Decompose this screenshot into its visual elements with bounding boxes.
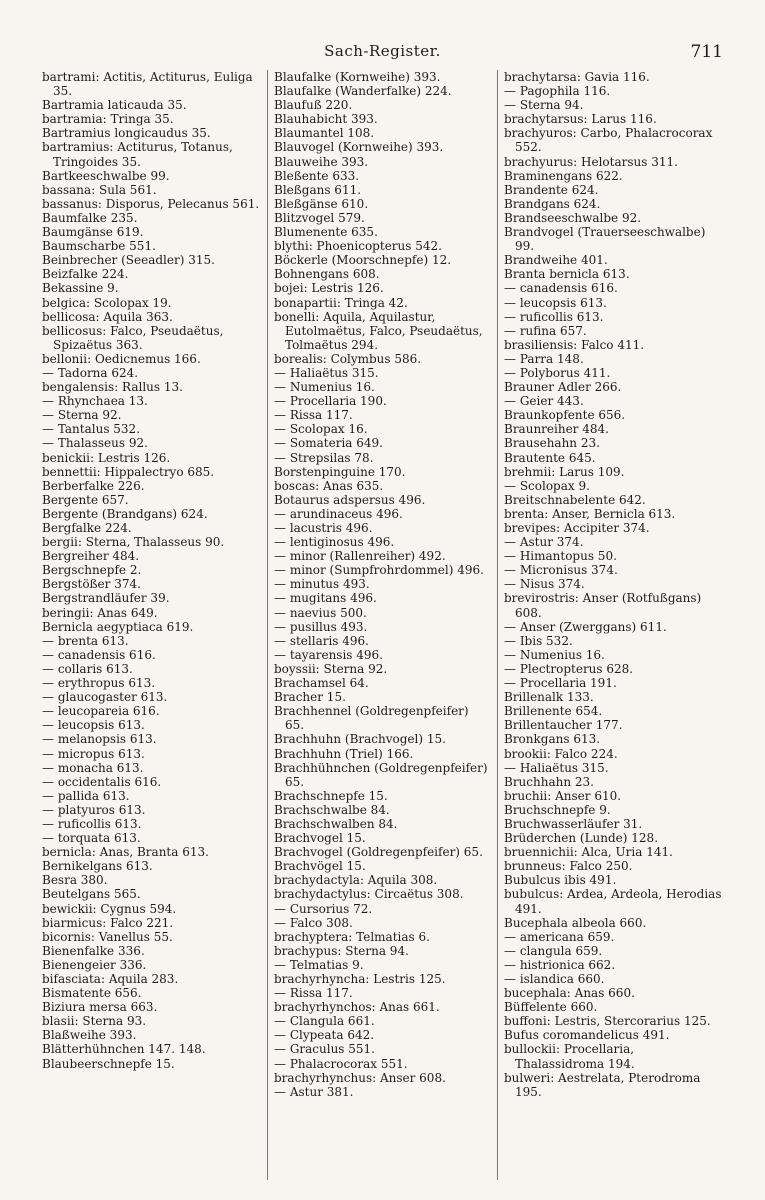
index-entry: — platyuros 613.: [42, 802, 146, 817]
index-entry: Bleßgans 611.: [274, 182, 362, 197]
index-entry: — leucopareia 616.: [42, 704, 160, 719]
index-entry: Blumenente 635.: [274, 225, 378, 240]
index-entry: Bartramius longicaudus 35.: [42, 126, 211, 141]
index-entry: Brachvogel 15.: [274, 831, 366, 846]
index-entry: brachyurus: Helotarsus 311.: [504, 154, 678, 169]
index-entry: Büffelente 660.: [504, 1000, 598, 1015]
index-entry: — Thalasseus 92.: [42, 436, 148, 451]
index-entry: brachytarsa: Gavia 116.: [504, 70, 650, 84]
index-entry: — leucopsis 613.: [504, 295, 607, 310]
index-entry: — melanopsis 613.: [42, 732, 157, 747]
index-entry: Brandvogel (Trauerseeschwalbe) 99.: [504, 225, 706, 254]
index-entry: — naevius 500.: [274, 605, 367, 620]
index-entry: Blaufuß 220.: [274, 98, 353, 113]
index-entry: bruchii: Anser 610.: [504, 788, 622, 803]
index-entry: — islandica 660.: [504, 972, 605, 986]
index-entry: benickii: Lestris 126.: [42, 450, 171, 465]
index-entry: — brenta 613.: [42, 633, 129, 648]
index-entry: Bronkgans 613.: [504, 732, 601, 747]
index-entry: brachyrhynchos: Anas 661.: [274, 1000, 440, 1015]
index-entry: bernicla: Anas, Branta 613.: [42, 845, 209, 860]
index-entry: Brachhühnchen (Goldregenpfeifer) 65.: [274, 760, 488, 789]
index-entry: Borstenpinguine 170.: [274, 464, 406, 479]
index-entry: bennettii: Hippalectryo 685.: [42, 464, 215, 479]
index-entry: brenta: Anser, Bernicla 613.: [504, 506, 676, 521]
index-entry: — Numenius 16.: [274, 380, 375, 395]
index-entry: Blaumantel 108.: [274, 126, 375, 141]
index-entry: Brillenente 654.: [504, 704, 603, 719]
index-entry: Brachamsel 64.: [274, 676, 369, 691]
index-entry: brevirostris: Anser (Rotfußgans) 608.: [504, 591, 702, 620]
index-entry: — canadensis 616.: [42, 647, 156, 662]
index-entry: bicornis: Vanellus 55.: [42, 929, 173, 944]
index-entry: brevipes: Accipiter 374.: [504, 521, 650, 535]
index-column-2: [267, 70, 498, 1180]
index-entry: brachyrhynchus: Anser 608.: [274, 1070, 446, 1085]
index-entry: bartrami: Actitis, Actiturus, Euliga 35.: [42, 70, 253, 99]
index-entry: brookii: Falco 224.: [504, 746, 618, 761]
index-entry: blythi: Phoenicopterus 542.: [274, 239, 442, 254]
index-entry: blasii: Sterna 93.: [42, 1014, 147, 1029]
index-entry: Bernikelgans 613.: [42, 859, 153, 874]
index-entry: bartramius: Actiturus, Totanus, Tringoides 35.: [42, 140, 233, 169]
index-entry: bubulcus: Ardea, Ardeola, Herodias 491.: [504, 887, 722, 916]
page-number: 711: [690, 42, 723, 62]
index-entry: — Sterna 94.: [504, 98, 584, 113]
index-entry: — ruficollis 613.: [42, 816, 142, 831]
index-entry: brachytarsus: Larus 116.: [504, 112, 657, 127]
index-entry: borealis: Colymbus 586.: [274, 351, 422, 366]
index-entry: beringii: Anas 649.: [42, 605, 158, 620]
index-entry: Bleßente 633.: [274, 168, 360, 183]
index-entry: Brachhennel (Goldregenpfeifer) 65.: [274, 704, 469, 733]
index-entry: Bruchschnepfe 9.: [504, 802, 611, 817]
index-entry: Bernicla aegyptiaca 619.: [42, 619, 194, 634]
index-entry: Blätterhühnchen 147. 148.: [42, 1042, 206, 1057]
index-entry: — Tantalus 532.: [42, 422, 141, 437]
index-entry: Beinbrecher (Seeadler) 315.: [42, 253, 215, 268]
index-entry: Brüderchen (Lunde) 128.: [504, 831, 659, 846]
index-entry: Blauhabicht 393.: [274, 112, 378, 127]
index-entry: brachydactylus: Circaëtus 308.: [274, 887, 464, 902]
index-entry: Beutelgans 565.: [42, 887, 141, 902]
index-entry: — Scolopax 9.: [504, 478, 590, 493]
index-entry: brachypus: Sterna 94.: [274, 943, 409, 958]
index-entry: Brausehahn 23.: [504, 436, 600, 451]
index-entry: biarmicus: Falco 221.: [42, 915, 174, 930]
index-entry: brachyptera: Telmatias 6.: [274, 929, 430, 944]
index-entry: — Astur 374.: [504, 535, 584, 550]
index-entry: — Micronisus 374.: [504, 563, 618, 578]
index-entry: boyssii: Sterna 92.: [274, 661, 388, 676]
index-entry: — minutus 493.: [274, 577, 370, 592]
index-entry: Blauweihe 393.: [274, 154, 369, 169]
index-entry: Bubulcus ibis 491.: [504, 873, 617, 888]
index-entry: — Procellaria 191.: [504, 676, 617, 691]
index-entry: — Anser (Zwerggans) 611.: [504, 619, 667, 634]
index-entry: — Phalacrocorax 551.: [274, 1056, 408, 1071]
index-entry: — stellaris 496.: [274, 633, 369, 648]
index-entry: — Plectropterus 628.: [504, 661, 634, 676]
index-entry: — tayarensis 496.: [274, 647, 383, 662]
index-entry: Brandgans 624.: [504, 196, 601, 211]
index-entry: — clangula 659.: [504, 943, 603, 958]
index-entry: belgica: Scolopax 19.: [42, 295, 172, 310]
index-entry: — mugitans 496.: [274, 591, 377, 606]
index-entry: bifasciata: Aquila 283.: [42, 972, 179, 986]
index-entry: — Cursorius 72.: [274, 901, 373, 916]
index-entry: — Graculus 551.: [274, 1042, 375, 1057]
index-entry: Bergfalke 224.: [42, 521, 132, 535]
index-entry: buffoni: Lestris, Stercorarius 125.: [504, 1014, 711, 1029]
index-entry: bergii: Sterna, Thalasseus 90.: [42, 535, 225, 550]
index-entry: — Scolopax 16.: [274, 422, 368, 437]
index-entry: Böckerle (Moorschnepfe) 12.: [274, 253, 452, 268]
index-entry: bonapartii: Tringa 42.: [274, 295, 408, 310]
index-entry: Berberfalke 226.: [42, 478, 145, 493]
index-entry: — monacha 613.: [42, 760, 144, 775]
index-entry: Baumscharbe 551.: [42, 239, 156, 254]
index-entry: Bartkeeschwalbe 99.: [42, 168, 170, 183]
index-entry: Brandweihe 401.: [504, 253, 608, 268]
index-entry: Blaufalke (Kornweihe) 393.: [274, 70, 441, 84]
index-entry: Bartramia laticauda 35.: [42, 98, 187, 113]
index-entry: Beizfalke 224.: [42, 267, 129, 282]
index-entry: Blitzvogel 579.: [274, 210, 365, 225]
index-entry: Brachhuhn (Brachvogel) 15.: [274, 732, 446, 747]
index-entry: — Clangula 661.: [274, 1014, 375, 1029]
index-entry: Bienengeier 336.: [42, 957, 147, 972]
index-entry: Bergschnepfe 2.: [42, 563, 142, 578]
index-entry: Braunreiher 484.: [504, 422, 609, 437]
index-entry: Brautente 645.: [504, 450, 596, 465]
index-entry: Blaßweihe 393.: [42, 1028, 137, 1043]
index-entry: Brachschwalben 84.: [274, 816, 398, 831]
index-entry: — Telmatias 9.: [274, 957, 364, 972]
index-entry: Breitschnabelente 642.: [504, 492, 646, 507]
index-entry: bellicosus: Falco, Pseudaëtus, Spizaëtus 363.: [42, 323, 224, 352]
index-entry: Bracher 15.: [274, 690, 346, 705]
index-entry: — minor (Sumpfrohrdommel) 496.: [274, 563, 484, 578]
index-entry: brunneus: Falco 250.: [504, 859, 633, 874]
index-entry: brachydactyla: Aquila 308.: [274, 873, 438, 888]
index-entry: — Rissa 117.: [274, 986, 353, 1001]
index-entry: Bergente 657.: [42, 492, 129, 507]
index-entry: Braunkopfente 656.: [504, 408, 626, 423]
index-entry: Botaurus adspersus 496.: [274, 492, 426, 507]
index-entry: bengalensis: Rallus 13.: [42, 380, 183, 395]
index-entry: brachyuros: Carbo, Phalacrocorax 552.: [504, 126, 713, 155]
index-entry: brehmii: Larus 109.: [504, 464, 625, 479]
index-entry: — erythropus 613.: [42, 676, 156, 691]
index-entry: bewickii: Cygnus 594.: [42, 901, 177, 916]
index-entry: — Clypeata 642.: [274, 1028, 375, 1043]
index-entry: Bucephala albeola 660.: [504, 915, 647, 930]
index-entry: Braminengans 622.: [504, 168, 623, 183]
index-entry: Bergreiher 484.: [42, 549, 140, 564]
index-entry: Bergstrandläufer 39.: [42, 591, 170, 606]
index-entry: — Somateria 649.: [274, 436, 383, 451]
index-entry: bullockii: Procellaria, Thalassidroma 194.: [504, 1042, 635, 1071]
index-entry: Brachvogel (Goldregenpfeifer) 65.: [274, 845, 483, 860]
index-entry: Blaubeerschnepfe 15.: [42, 1056, 175, 1071]
index-entry: Bruchhahn 23.: [504, 774, 594, 789]
index-entry: — Parra 148.: [504, 351, 584, 366]
index-entry: — Procellaria 190.: [274, 394, 387, 409]
index-entry: Bergstößer 374.: [42, 577, 141, 592]
index-entry: bonelli: Aquila, Aquilastur, Eutolmaëtus, Falco, Pseudaëtus, Tolmaëtus 294.: [274, 309, 483, 352]
index-entry: — Strepsilas 78.: [274, 450, 374, 465]
index-entry: Brachvögel 15.: [274, 859, 366, 874]
index-entry: — rufina 657.: [504, 323, 587, 338]
index-entry: brasiliensis: Falco 411.: [504, 337, 645, 352]
index-entry: Branta bernicla 613.: [504, 267, 630, 282]
index-entry: — canadensis 616.: [504, 281, 618, 296]
index-entry: Brandseeschwalbe 92.: [504, 210, 642, 225]
index-entry: — arundinaceus 496.: [274, 506, 403, 521]
index-entry: Brachhuhn (Triel) 166.: [274, 746, 414, 761]
index-entry: — glaucogaster 613.: [42, 690, 168, 705]
index-entry: — lacustris 496.: [274, 521, 373, 535]
index-entry: — Ibis 532.: [504, 633, 573, 648]
index-entry: Bienenfalke 336.: [42, 943, 145, 958]
index-entry: Biziura mersa 663.: [42, 1000, 158, 1015]
index-entry: Bohnengans 608.: [274, 267, 380, 282]
index-entry: Besra 380.: [42, 873, 108, 888]
index-entry: bellonii: Oedicnemus 166.: [42, 351, 201, 366]
index-entry: Brillenalk 133.: [504, 690, 594, 705]
index-entry: brachyrhyncha: Lestris 125.: [274, 972, 446, 986]
index-entry: — Haliaëtus 315.: [504, 760, 609, 775]
index-entry: Brachschnepfe 15.: [274, 788, 388, 803]
index-entry: — Tadorna 624.: [42, 365, 139, 380]
index-entry: Baumfalke 235.: [42, 210, 138, 225]
index-columns: [36, 70, 730, 1180]
index-entry: Bergente (Brandgans) 624.: [42, 506, 208, 521]
index-entry: — pusillus 493.: [274, 619, 368, 634]
index-entry: boscas: Anas 635.: [274, 478, 384, 493]
index-entry: Brillentaucher 177.: [504, 718, 623, 733]
index-entry: — Rissa 117.: [274, 408, 353, 423]
index-entry: — americana 659.: [504, 929, 615, 944]
index-entry: bassanus: Disporus, Pelecanus 561.: [42, 196, 260, 211]
index-entry: — occidentalis 616.: [42, 774, 162, 789]
index-entry: Brauner Adler 266.: [504, 380, 622, 395]
index-entry: Brachschwalbe 84.: [274, 802, 390, 817]
index-entry: Bleßgänse 610.: [274, 196, 369, 211]
index-entry: — Polyborus 411.: [504, 365, 611, 380]
index-entry: bucephala: Anas 660.: [504, 986, 635, 1001]
index-entry: — Sterna 92.: [42, 408, 122, 423]
index-entry: — micropus 613.: [42, 746, 145, 761]
index-entry: — lentiginosus 496.: [274, 535, 395, 550]
index-entry: bojei: Lestris 126.: [274, 281, 384, 296]
index-column-3: [498, 70, 729, 1180]
index-entry: — Nisus 374.: [504, 577, 585, 592]
index-entry: — Himantopus 50.: [504, 549, 617, 564]
index-entry: Blaufalke (Wanderfalke) 224.: [274, 84, 452, 99]
index-entry: — histrionica 662.: [504, 957, 616, 972]
index-entry: — Pagophila 116.: [504, 84, 611, 99]
index-entry: — Falco 308.: [274, 915, 353, 930]
index-entry: — ruficollis 613.: [504, 309, 604, 324]
index-entry: bruennichii: Alca, Uria 141.: [504, 845, 673, 860]
index-entry: bassana: Sula 561.: [42, 182, 157, 197]
index-entry: Bismatente 656.: [42, 986, 142, 1001]
index-entry: — Rhynchaea 13.: [42, 394, 148, 409]
running-title: Sach-Register.: [324, 42, 441, 60]
index-entry: Bekassine 9.: [42, 281, 119, 296]
index-entry: Bruchwasserläufer 31.: [504, 816, 643, 831]
index-entry: Brandente 624.: [504, 182, 599, 197]
index-entry: Blauvogel (Kornweihe) 393.: [274, 140, 444, 155]
index-entry: Bufus coromandelicus 491.: [504, 1028, 670, 1043]
index-entry: bartramia: Tringa 35.: [42, 112, 174, 127]
index-entry: — torquata 613.: [42, 831, 141, 846]
index-entry: — Geier 443.: [504, 394, 584, 409]
index-entry: — leucopsis 613.: [42, 718, 145, 733]
index-column-1: [36, 70, 267, 1180]
index-entry: Baumgänse 619.: [42, 225, 144, 240]
index-entry: — minor (Rallenreiher) 492.: [274, 549, 446, 564]
index-entry: — Astur 381.: [274, 1084, 354, 1099]
index-entry: — Haliaëtus 315.: [274, 365, 379, 380]
index-entry: — collaris 613.: [42, 661, 133, 676]
index-entry: — Numenius 16.: [504, 647, 605, 662]
index-entry: bellicosa: Aquila 363.: [42, 309, 173, 324]
index-entry: bulweri: Aestrelata, Pterodroma 195.: [504, 1070, 701, 1099]
index-entry: — pallida 613.: [42, 788, 130, 803]
